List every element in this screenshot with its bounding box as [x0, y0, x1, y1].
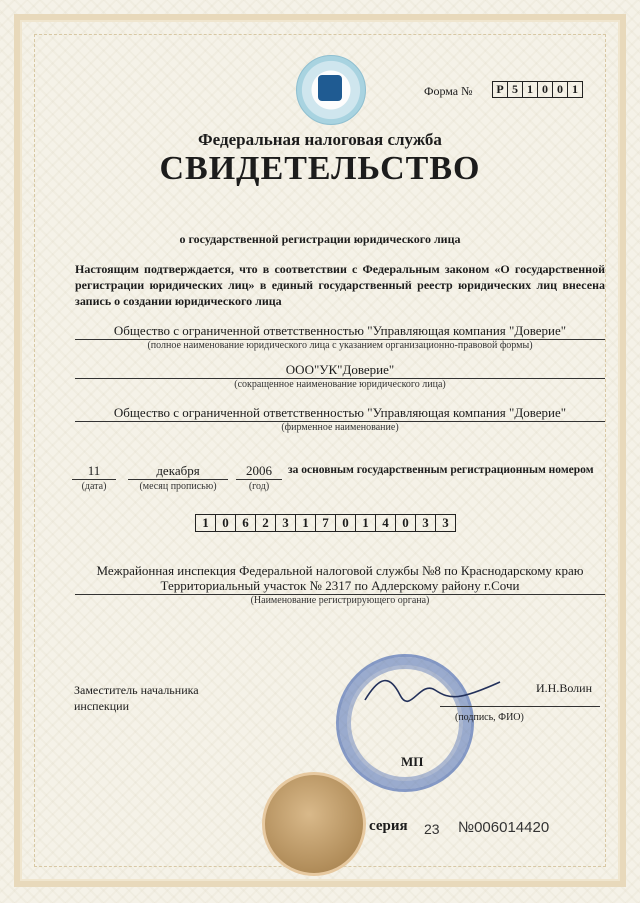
brand-name-value: Общество с ограниченной ответственностью "Управляющая компания "Доверие": [75, 405, 605, 422]
date-month-caption: (месяц прописью): [139, 481, 217, 492]
signer-position-line1: Заместитель начальника: [74, 683, 199, 697]
mp-label: МП: [401, 754, 424, 769]
date-year-caption: (год): [248, 481, 270, 492]
signer-name: И.Н.Волин: [536, 681, 593, 695]
short-name-caption: (сокращенное наименование юридического лица): [234, 379, 446, 390]
date-day: 11: [72, 463, 116, 480]
ogrn-digit: 4: [375, 514, 396, 532]
registering-authority-line2: Территориальный участок № 2317 по Адлерскому району г.Сочи: [75, 578, 605, 595]
full-name-caption: (полное наименование юридического лица с указанием организационно-правовой формы): [147, 340, 533, 351]
form-number-digit: Р: [492, 81, 508, 98]
document-subtitle: о государственной регистрации юридического лица: [179, 232, 461, 246]
registering-authority-caption: (Наименование регистрирующего органа): [250, 595, 430, 606]
signature-caption: (подпись, ФИО): [455, 712, 524, 723]
authority-heading: Федеральная налоговая служба: [198, 130, 442, 149]
ogrn-digit: 1: [355, 514, 376, 532]
ogrn-digit: 3: [415, 514, 436, 532]
form-number-digit: 0: [552, 81, 568, 98]
serial-label: серия: [369, 818, 408, 834]
form-number-digit: 5: [507, 81, 523, 98]
ogrn-digit: 6: [235, 514, 256, 532]
ogrn-digit: 1: [195, 514, 216, 532]
date-year: 2006: [236, 463, 282, 480]
serial-series: 23: [424, 821, 440, 837]
ogrn-digit: 0: [395, 514, 416, 532]
date-day-caption: (дата): [81, 481, 107, 492]
ogrn-digit: 3: [435, 514, 456, 532]
registration-label: за основным государственным регистрационным номером: [288, 464, 594, 476]
form-label: Форма №: [424, 84, 473, 98]
signature-icon: [360, 670, 510, 710]
short-name-value: ООО"УК"Доверие": [75, 362, 605, 379]
ogrn-digit: 2: [255, 514, 276, 532]
full-name-value: Общество с ограниченной ответственностью "Управляющая компания "Доверие": [75, 323, 605, 340]
form-number-digit: 1: [522, 81, 538, 98]
serial-number: №006014420: [458, 819, 550, 836]
ogrn-digit: 1: [295, 514, 316, 532]
signer-position: [74, 682, 199, 714]
brand-name-caption: (фирменное наименование): [281, 422, 399, 433]
ogrn-digit: 0: [335, 514, 356, 532]
intro-paragraph: Настоящим подтверждается, что в соответствии с Федеральным законом «О государственной регистрации юридических лиц» в единый государственный реестр юридических лиц внесена запись о создании юридического лица: [75, 262, 605, 308]
document-title: СВИДЕТЕЛЬСТВО: [159, 150, 481, 187]
ogrn-number: [195, 514, 455, 532]
ogrn-digit: 3: [275, 514, 296, 532]
signature-line: [440, 706, 600, 707]
form-number-digit: 0: [537, 81, 553, 98]
registering-authority-line1: Межрайонная инспекция Федеральной налоговой службы №8 по Краснодарскому краю: [96, 563, 584, 578]
form-number-digit: 1: [567, 81, 583, 98]
ogrn-digit: 7: [315, 514, 336, 532]
hologram-seal-icon: [262, 772, 366, 876]
signer-position-line2: инспекции: [74, 699, 130, 713]
ogrn-digit: 0: [215, 514, 236, 532]
eagle-emblem-icon: [318, 75, 342, 101]
form-number: [492, 81, 582, 98]
date-month: декабря: [128, 463, 228, 480]
